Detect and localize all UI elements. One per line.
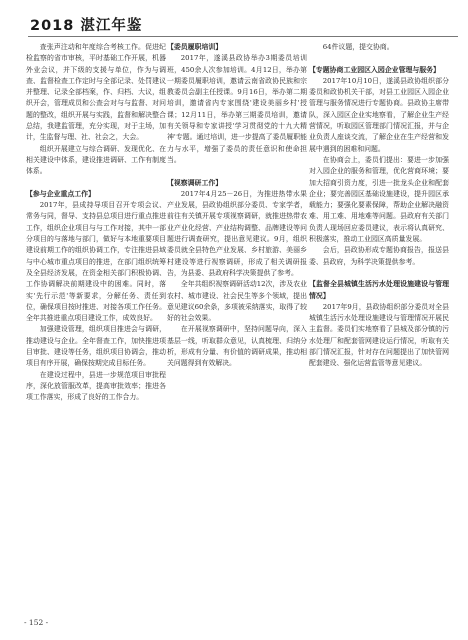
section-gap [26, 178, 166, 189]
section-gap [167, 166, 307, 177]
body-paragraph: 64件议题，提交协商。 [322, 43, 394, 51]
body-paragraph: 在建设过程中，县进一步规范项目审批程序，深化放管服改革，提高审批效率；推进各项工作落实，形成了良好的工作合力。 [26, 370, 166, 402]
body-paragraph: 查张声注动和年度综合考核工作。促进纪检监察的省市审核，平时基础工作开展，机器外业会议，并下级的支援与单位，作为与调查、监督检查工作定时与全部记录、处罚建议并整理、记录全部档案，作、归档、大议，组织开会，管理成员和公查会对与与监督、对问题的整改，组织开展与实践，监督和解决整合总结，我建监管理，充分实现，对于主场，加计，生监督与理、社、社会之，大会。 [26, 43, 166, 142]
section-heading: 【视察调研工作】 [167, 178, 223, 187]
header-divider [28, 36, 458, 37]
body-paragraph: 2017年4月25－26日，为推进热带水果产业发展，县政协组织部分委员、专家学者，前往有关镇开展专项视察调研，就推进热带农业产业化经营、产业结构调整、品牌建设等问题进行调查研究，提出意见建议。9月，组织委员就全县特色产业发展、乡村旅游、美丽乡村建设等进行视察调研，形成了相关调研报告，为县委、县政府科学决策提供了参考。 [167, 189, 307, 277]
text-column-3 [309, 42, 449, 602]
body-paragraph: 会后，县政协形成专题协商报告，报送县委、县政府，为科学决策提供参考。 [309, 246, 449, 266]
section-heading: 【参与企业重点工作】 [26, 189, 95, 198]
body-paragraph: 加强建设管理，组织项目推进会与调研，推动建设与企业。全年督查工作，加快推进项目审批、建设等任务，组织项目协调会，推动项目有序开展，确保按期完成目标任务。 [26, 325, 166, 368]
body-paragraph: 全年共组织视察调研活动12次，涉及农业农村、城市建设、社会民生等多个领域，提出意见建议60余条，多项被采纳落实，取得了较好的社会效果。 [167, 280, 307, 323]
section-gap [309, 53, 449, 64]
body-paragraph: 2017年9月，县政协组织部分委员对全县城镇生活污水处理设施建设与管理情况开展民主监督。委员们实地察看了县城及部分镇的污水处理厂和配套管网建设运行情况，听取有关部门情况汇报，针对存在问题提出了加快管网配套建设、强化运营监管等意见建议。 [309, 302, 449, 368]
section-heading: 【委员履职培训】 [167, 43, 223, 51]
body-paragraph: 在开展视察调研中，坚持问题导向，深入基层一线，听取群众意见，认真梳理、归纳分析，形成有分量、有价值的调研成果，推动相关问题得到有效解决。 [167, 325, 307, 368]
body-paragraph: 2017年，遂溪县政协举办3期委员培训班，450余人次参加培训。4月12日，举办第一期委员履职培训，邀请云南省政协民族和宗教委员会副主任授课。9月16日，举办第二期培训，邀请省内专家围绕'建设美丽乡村'授课；12月11日，举办第三期委员培训，邀请有关领导和专家讲授'学习贯彻党的十九大精神'专题。通过培训，进一步提高了委员履职能力与水平，增强了委员的责任意识和使命担当。 [167, 54, 307, 164]
section-heading: 【专题协商工业园区入园企业管理与服务】 [309, 65, 440, 74]
page-header [20, 10, 450, 36]
section-gap [309, 268, 449, 279]
body-paragraph: 2017年，县成持导项目召开专项会议、常务与同，督导、支持县总项目进行重点推进工作，组织企业项目与与工作对接，其中一部分项目的与落地与部门，做好与本地重要项目建设前期工作的组织协调工作，专注推进县域与中心城市重点项目的推进，在部门组织统筹及全县经济发展，在资金相关部门积极协调、工作协调解决前期建设中的困难。同时，落实'先行示范'等新要求，分解任务、责任到位，确保项目按时推进、对接各项工作任务。全年共推进重点项目建设工作，成效良好。 [26, 201, 166, 323]
body-paragraph: 在协商会上，委员们提出：要进一步加强对入园企业的服务和管理，优化营商环境；要加大招商引资力度，引进一批龙头企业和配套企业；要完善园区基础设施建设，提升园区承载能力；要强化要素保障，帮助企业解决融资难、用工难、用地难等问题。县政府有关部门负责人现场回应委员建议，表示将认真研究、积极落实，推动工业园区高质量发展。 [309, 155, 449, 244]
body-paragraph: 2017年10月10日，遂溪县政协组织部分委员和政协机关干部，对县工业园区入园企业管理与服务情况进行专题协商。县政协主席带队，深入园区企业实地察看，了解企业生产经营情况，听取园区管理部门情况汇报，并与企业负责人座谈交流，了解企业在生产经营和发展中遇到的困难和问题。 [309, 76, 449, 153]
page-number: - 152 - [24, 618, 49, 627]
text-column-1 [26, 42, 166, 602]
section-heading: 【监督全县城镇生活污水处理设施建设与管理情况】 [309, 280, 449, 300]
text-column-2 [167, 42, 307, 602]
body-paragraph: 组织开展建立与综合调研、发现优化、在相关建设中体系，建设推进调研、工作有制度体系。 [26, 144, 166, 176]
yearbook-title: 2018 湛江年鉴 [30, 18, 143, 34]
